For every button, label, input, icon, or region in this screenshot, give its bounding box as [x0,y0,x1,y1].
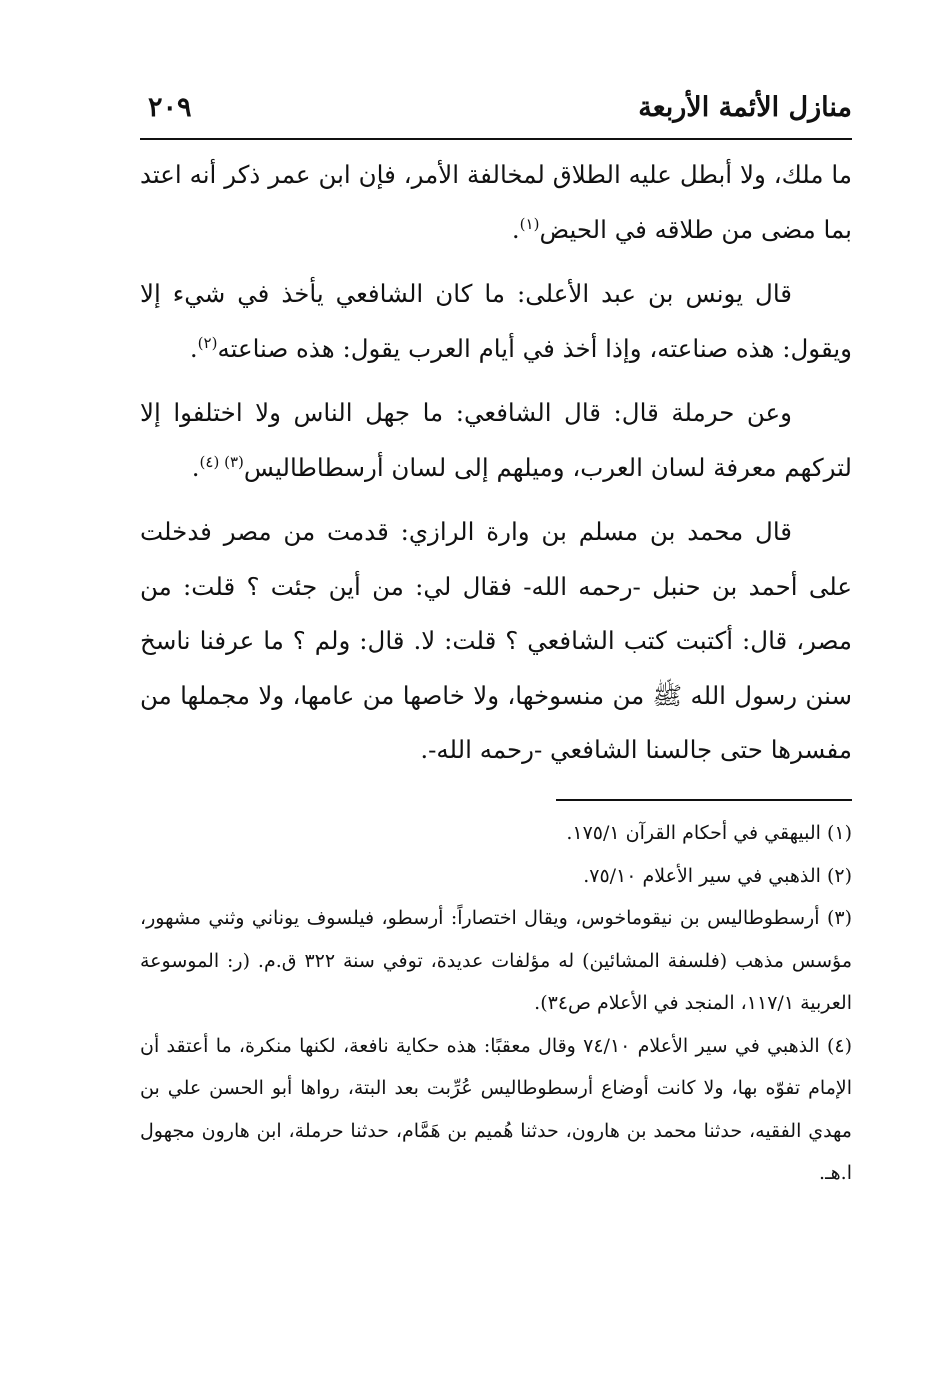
footnote [140,1025,852,1195]
paragraph-text: وعن حرملة قال: قال الشافعي: ما جهل الناس ولا اختلفوا إلا لتركهم معرفة لسان العرب، وميلهم إلى لسان أرسطاطاليس [140,398,852,482]
footnote [140,897,852,1025]
paragraph-end: . [511,214,520,244]
footnote-number: (٤) [826,1034,852,1057]
paragraph [140,386,852,495]
main-text [140,148,852,778]
running-title: منازل الأئمة الأربعة [638,92,852,123]
footnote-ref: (١) [519,214,540,233]
footnote [140,812,852,855]
paragraph-end: . [189,333,198,363]
footnote-ref: (٣) (٤) [199,452,244,471]
footnotes [140,812,852,1195]
paragraph-text: ما ملك، ولا أبطل عليه الطلاق لمخالفة الأمر، فإن ابن عمر ذكر أنه اعتد بما مضى من طلاقه في الحيض [140,160,852,244]
footnote-number: (١) [826,822,852,844]
footnote-number: (٣) [826,907,852,929]
header-rule [140,138,852,140]
paragraph [140,267,852,376]
footnote-number: (٢) [826,864,852,887]
footnote-text: البيهقي في أحكام القرآن ١٧٥/١. [566,822,821,844]
footnote-text: أرسطوطاليس بن نيقوماخوس، ويقال اختصاراً: أرسطو، فيلسوف يوناني وثني مشهور، مؤسس مذهب (فلسفة المشائين) له مؤلفات عديدة، توفي سنة ٣٢٢ ق.م. (ر: الموسوعة العربية ١١٧/١، المنجد في الأعلام ص٣٤). [140,907,852,1014]
paragraph [140,148,852,257]
footnote-text: الذهبي في سير الأعلام ٧٤/١٠ وقال معقبًا: هذه حكاية نافعة، لكنها منكرة، ما أعتقد أن الإمام تفوّه بها، ولا كانت أوضاع أرسطوطاليس عُرِّبت بعد البتة، رواها أبو الحسن علي بن مهدي الفقيه، حدثنا محمد بن هارون، حدثنا هُميم بن هَمَّام، حدثنا حرملة، ابن هارون مجهول ا.هـ. [140,1034,852,1184]
paragraph-end: . [191,452,200,482]
footnote [140,855,852,898]
footnote-ref: (٢) [197,333,218,352]
footnote-separator [556,799,852,801]
paragraph [140,505,852,778]
page-header [140,82,852,128]
page-number: ٢٠٩ [148,92,192,123]
paragraph-text: قال محمد بن مسلم بن وارة الرازي: قدمت من مصر فدخلت على أحمد بن حنبل -رحمه الله- فقال لي: من أين جئت ؟ قلت: من مصر، قال: أكتبت كتب الشافعي ؟ قلت: لا. قال: ولم ؟ ما عرفنا ناسخ سنن رسول الله ﷺ من منسوخها، ولا خاصها من عامها، ولا مجملها من مفسرها حتى جالسنا الشافعي -رحمه الله-. [140,517,852,764]
paragraph-text: قال يونس بن عبد الأعلى: ما كان الشافعي يأخذ في شيء إلا ويقول: هذه صناعته، وإذا أخذ في أيام العرب يقول: هذه صناعته [140,279,852,363]
footnote-text: الذهبي في سير الأعلام ٧٥/١٠. [583,864,821,887]
